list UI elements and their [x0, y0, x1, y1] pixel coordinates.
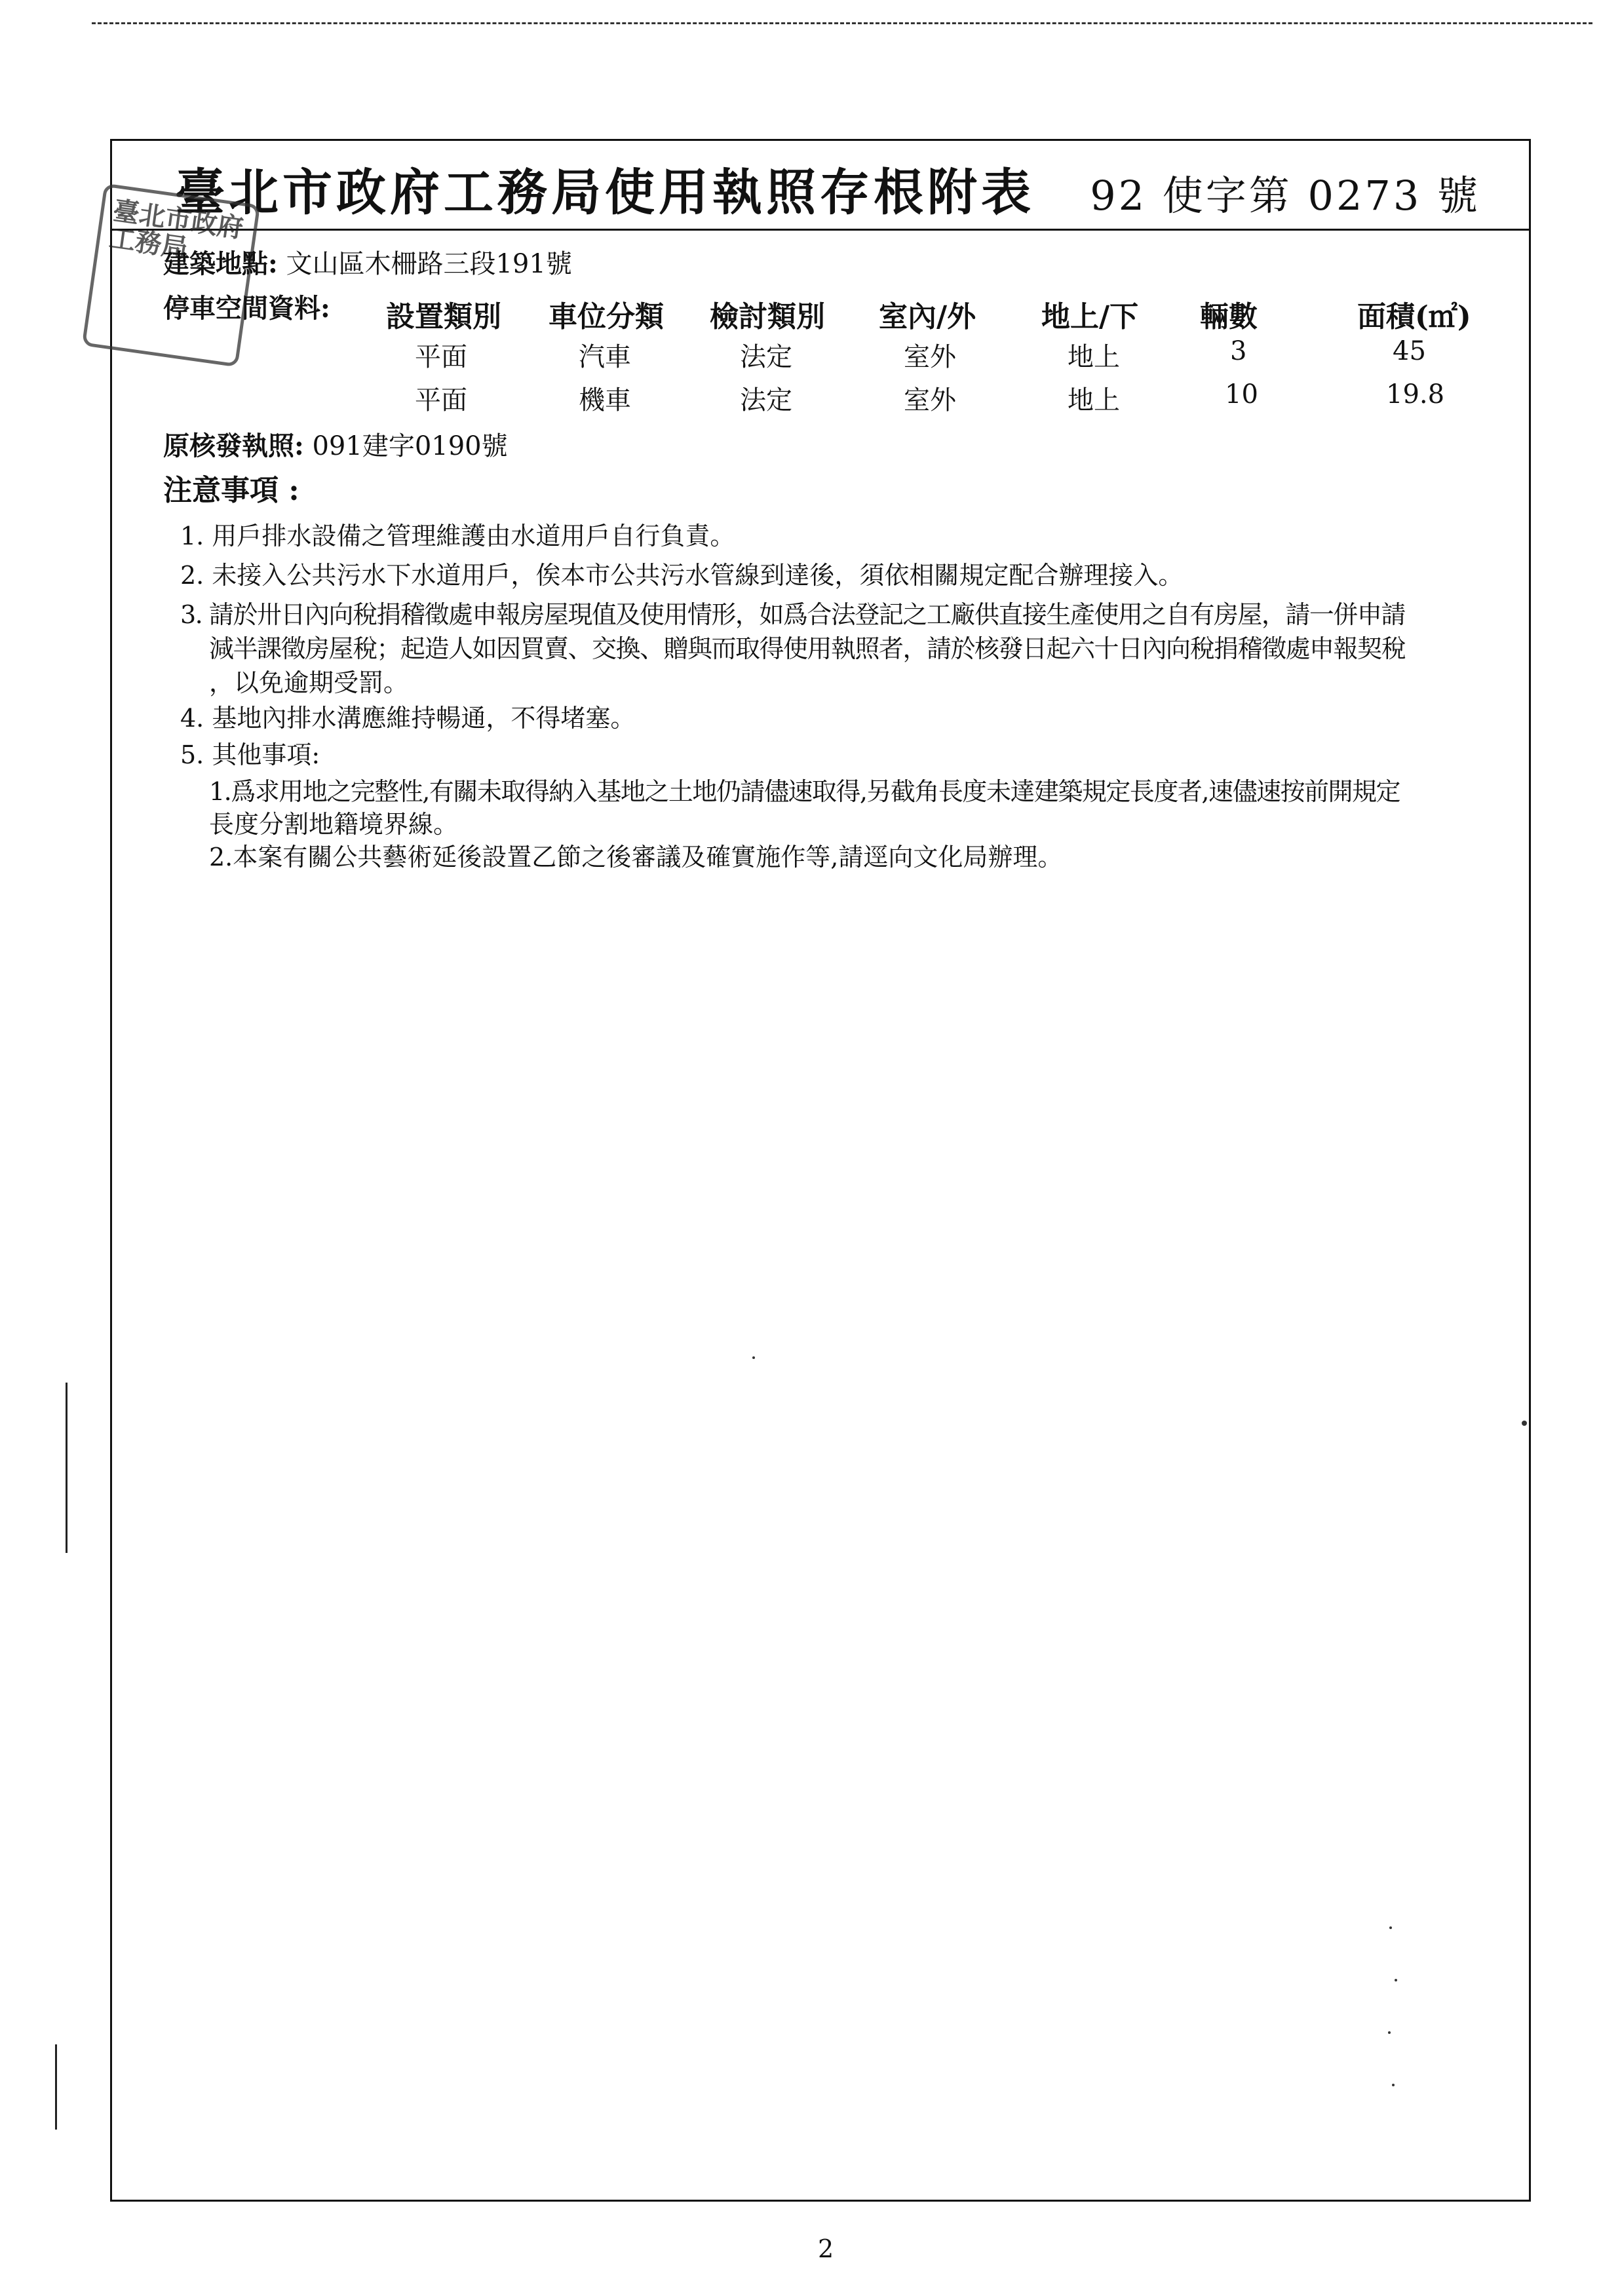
- parking-row: [112, 379, 1529, 415]
- permit-number: 92 使字第 0273 號: [1090, 172, 1480, 220]
- cell-count: 10: [1225, 379, 1258, 410]
- cell-review-type: 法定: [740, 385, 792, 415]
- original-license-label: 原核發執照:: [163, 430, 304, 461]
- official-seal-stamp: 臺北市政府工務局: [82, 183, 260, 368]
- col-above-below: 地上/下: [1041, 300, 1139, 334]
- title-band: [112, 141, 1529, 231]
- notice-item: 1. 用戶排水設備之管理維護由水道用戶自行負責。: [180, 522, 735, 550]
- cell-space-class: 汽車: [579, 342, 631, 372]
- parking-table-header: [112, 293, 1529, 334]
- cell-above-below: 地上: [1068, 385, 1120, 415]
- notice-subitem: 2.本案有關公共藝術延後設置乙節之後審議及確實施作等,請逕向文化局辦理。: [209, 843, 1063, 871]
- page-number: 2: [818, 2234, 834, 2263]
- notice-subitem: 1.爲求用地之完整性,有關未取得納入基地之土地仍請儘速取得,另截角長度未達建築規定長度者,速儘速按前開規定: [209, 777, 1400, 806]
- scan-speck: [1388, 2031, 1391, 2034]
- col-area: 面積(㎡): [1357, 300, 1471, 334]
- notice-item-continued: ，以免逾期受罰。: [209, 668, 409, 697]
- cell-count: 3: [1230, 336, 1247, 366]
- document-frame: [107, 139, 1531, 2202]
- col-review-type: 檢討類別: [710, 300, 825, 334]
- notice-item: 4. 基地內排水溝應維持暢通，不得堵塞。: [180, 704, 636, 733]
- parking-row: [112, 336, 1529, 372]
- notice-item: 3. 請於卅日內向稅捐稽徵處申報房屋現值及使用情形，如爲合法登記之工廠供直接生產使用之自有房屋，請一併申請: [180, 600, 1405, 629]
- col-setting-type: 設置類別: [386, 300, 501, 334]
- col-count: 輛數: [1200, 300, 1258, 334]
- scan-speck: [1389, 1926, 1392, 1929]
- cell-area: 45: [1393, 336, 1426, 366]
- cell-indoor-outdoor: 室外: [904, 385, 956, 415]
- scan-speck: [1522, 1421, 1527, 1426]
- document-title: 臺北市政府工務局使用執照存根附表: [175, 163, 1035, 221]
- col-space-class: 車位分類: [549, 300, 664, 334]
- cell-area: 19.8: [1386, 379, 1445, 410]
- site-address: 文山區木柵路三段191號: [286, 249, 572, 279]
- top-dashed-rule: [92, 22, 1592, 24]
- notices-heading: 注意事項 :: [163, 474, 299, 507]
- notice-subitem-continued: 長度分割地籍境界線。: [209, 810, 459, 839]
- site-line: [163, 248, 572, 279]
- scan-mark-left: [66, 1383, 68, 1553]
- cell-indoor-outdoor: 室外: [904, 342, 956, 372]
- cell-space-class: 機車: [579, 385, 631, 415]
- original-license-number: 091建字0190號: [312, 431, 508, 461]
- scan-speck: [1395, 1979, 1397, 1981]
- cell-review-type: 法定: [740, 342, 792, 372]
- scan-mark-left-lower: [55, 2044, 57, 2130]
- parking-label: 停車空間資料:: [163, 293, 330, 324]
- notice-item: 2. 未接入公共污水下水道用戶，俟本市公共污水管線到達後，須依相關規定配合辦理接入。: [180, 561, 1184, 590]
- col-indoor-outdoor: 室內/外: [879, 300, 976, 334]
- notice-item-continued: 減半課徵房屋稅；起造人如因買賣、交換、贈與而取得使用執照者，請於核發日起六十日內向稅捐稽徵處申報契稅: [209, 634, 1406, 663]
- scan-speck: [1392, 2084, 1395, 2086]
- scan-speck: [752, 1356, 755, 1359]
- cell-setting-type: 平面: [415, 385, 467, 415]
- original-license-line: [163, 430, 508, 461]
- site-label: 建築地點:: [163, 248, 278, 279]
- cell-above-below: 地上: [1068, 342, 1120, 372]
- cell-setting-type: 平面: [415, 342, 467, 372]
- notice-item: 5. 其他事項:: [180, 740, 320, 769]
